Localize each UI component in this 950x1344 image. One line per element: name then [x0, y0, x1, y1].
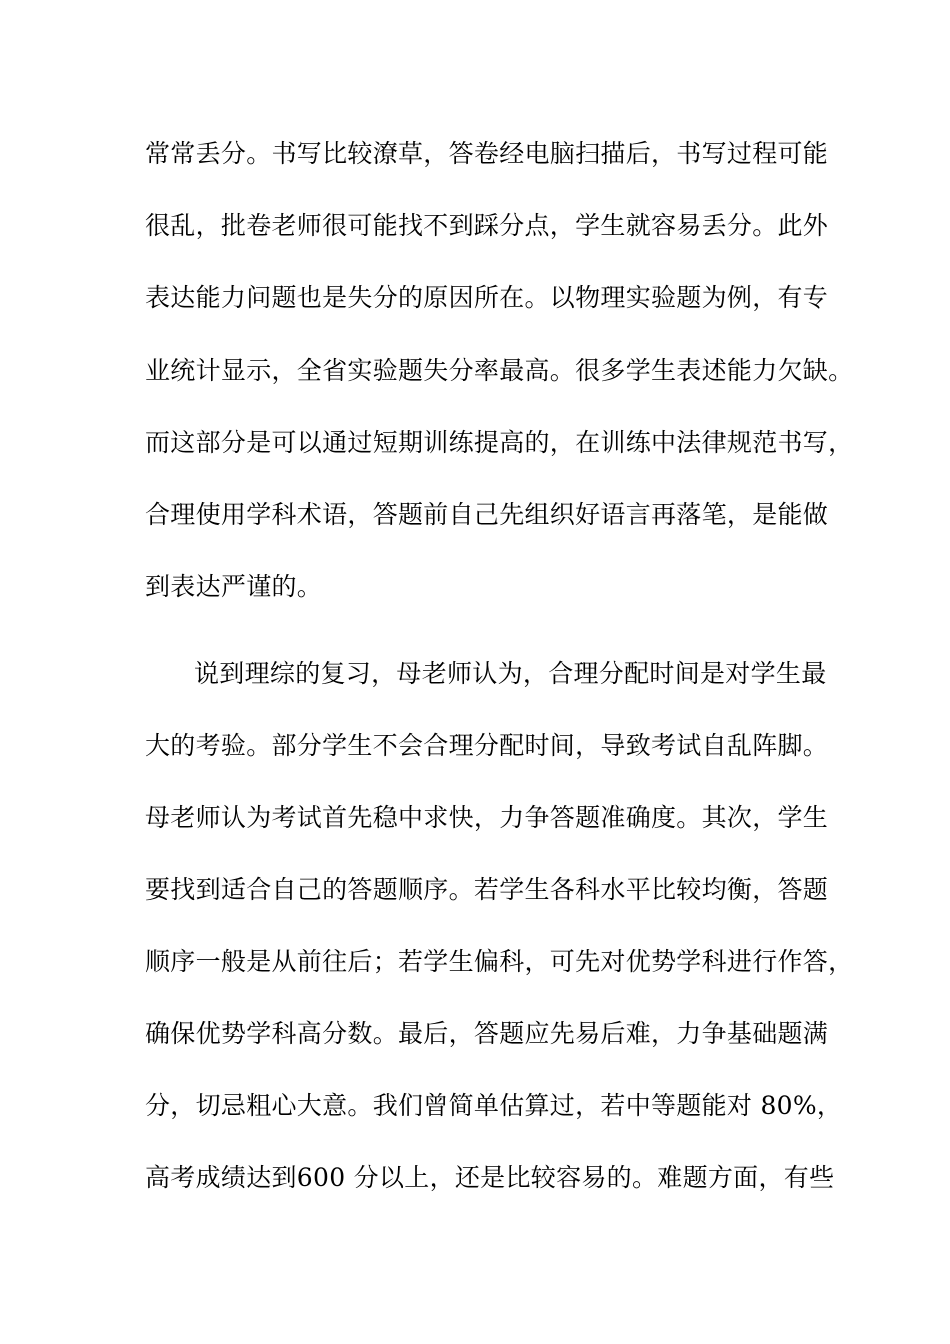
text-line: 表达能力问题也是失分的原因所在。以物理实验题为例，有专	[145, 283, 829, 312]
text-line: 确保优势学科高分数。最后，答题应先易后难，力争基础题满	[145, 1019, 829, 1048]
text-line: 到表达严谨的。	[145, 572, 323, 601]
text-line: 要找到适合自己的答题顺序。若学生各科水平比较均衡，答题	[145, 875, 829, 904]
text-line: 业统计显示，全省实验题失分率最高。很多学生表述能力欠缺。	[145, 356, 854, 385]
text-line: 合理使用学科术语，答题前自己先组织好语言再落笔，是能做	[145, 500, 829, 529]
text-line: 常常丢分。书写比较潦草，答卷经电脑扫描后，书写过程可能	[145, 139, 829, 168]
text-line: 分，切忌粗心大意。我们曾简单估算过，若中等题能对 80%，	[145, 1091, 843, 1120]
text-line: 顺序一般是从前往后；若学生偏科，可先对优势学科进行作答，	[145, 947, 854, 976]
text-line: 大的考验。部分学生不会合理分配时间，导致考试自乱阵脚。	[145, 731, 829, 760]
paragraph-first-line: 说到理综的复习，母老师认为，合理分配时间是对学生最	[194, 659, 827, 688]
text-line: 母老师认为考试首先稳中求快，力争答题准确度。其次，学生	[145, 803, 829, 832]
text-line: 很乱，批卷老师很可能找不到踩分点，学生就容易丢分。此外	[145, 211, 829, 240]
text-line: 高考成绩达到600 分以上，还是比较容易的。难题方面，有些	[145, 1163, 835, 1192]
text-line: 而这部分是可以通过短期训练提高的，在训练中法律规范书写，	[145, 428, 854, 457]
